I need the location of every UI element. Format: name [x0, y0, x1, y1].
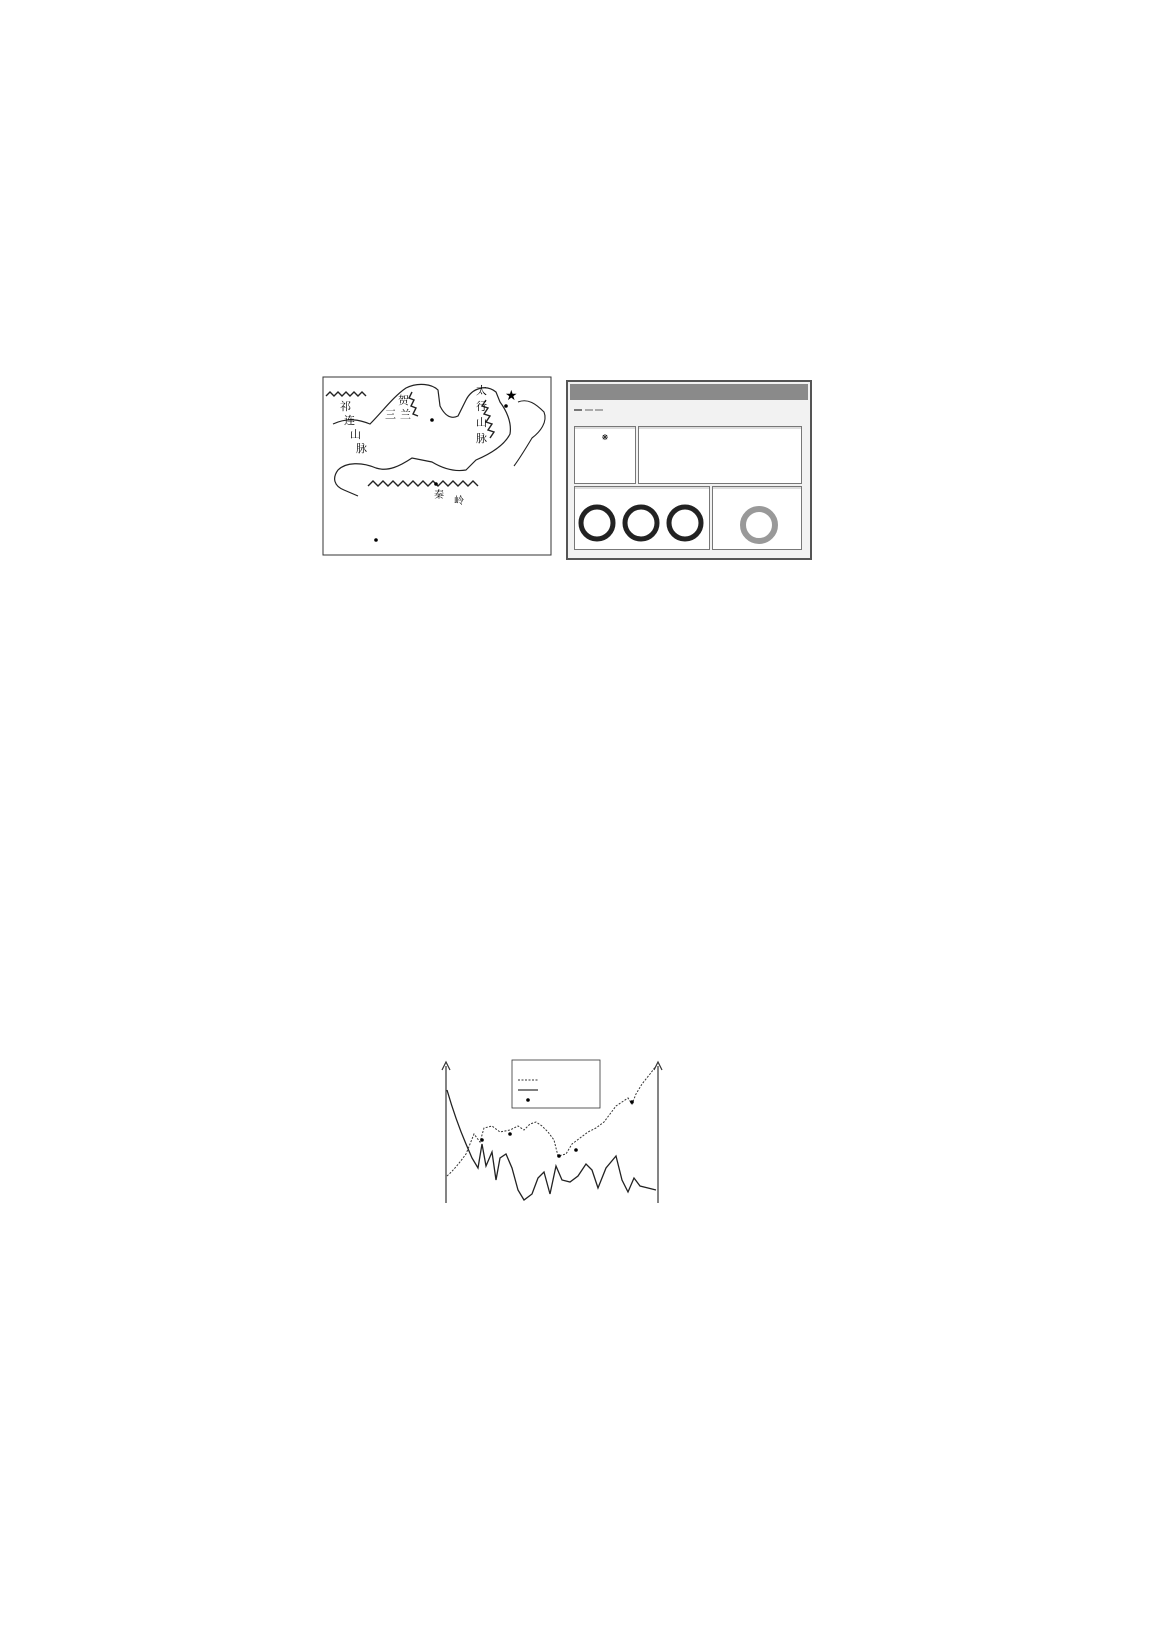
extinction-1	[480, 1138, 484, 1142]
figure2-chart	[420, 1058, 680, 1258]
gauge-o2	[625, 507, 657, 539]
gauge-n2-arc	[581, 507, 613, 539]
tab-dispatch[interactable]	[595, 409, 603, 411]
storage-title	[713, 487, 801, 489]
svg-text:连: 连	[344, 414, 355, 427]
figure1-map	[300, 362, 560, 582]
panel-title	[570, 384, 808, 400]
label-helan: 三	[385, 408, 396, 421]
legend-box	[512, 1060, 600, 1108]
gas-title	[575, 487, 709, 489]
svg-text:脉: 脉	[356, 442, 367, 455]
gauge-o2-arc	[625, 507, 657, 539]
storage-ring	[743, 509, 775, 541]
gas-detection	[574, 486, 710, 550]
label-qinling: 秦	[434, 490, 444, 501]
svg-text:贺: 贺	[398, 394, 409, 407]
flow-info	[638, 426, 802, 484]
gauge-co2	[669, 507, 701, 539]
extinction-4	[574, 1148, 578, 1152]
extinction-3	[557, 1154, 561, 1158]
gauge-co2-arc	[669, 507, 701, 539]
label-taihang: 太	[476, 384, 487, 397]
figure1-panel	[566, 380, 812, 560]
svg-text:山: 山	[476, 416, 487, 429]
svg-text:山: 山	[350, 428, 361, 441]
tab-emergency[interactable]	[585, 409, 593, 411]
svg-text:脉: 脉	[476, 432, 487, 445]
point-3-dot	[434, 482, 438, 486]
gas-gauges	[575, 501, 709, 547]
grain-card-title	[575, 427, 635, 429]
storage-donut	[713, 501, 801, 547]
extinction-2	[508, 1132, 512, 1136]
storage-stats	[712, 486, 802, 550]
flow-title	[639, 427, 801, 429]
extinction-5	[630, 1100, 634, 1104]
point-1-dot	[504, 404, 508, 408]
fan-icon: ❋	[601, 433, 609, 442]
svg-text:行: 行	[476, 400, 487, 413]
svg-text:岭: 岭	[454, 496, 464, 507]
beijing-star-icon: ★	[505, 388, 518, 404]
svg-text:兰: 兰	[400, 408, 411, 421]
legend-extinction-dot	[526, 1098, 530, 1102]
point-4-dot	[374, 538, 378, 542]
point-2-dot	[430, 418, 434, 422]
tab-grain-info[interactable]	[574, 409, 582, 411]
gauge-n2	[581, 507, 613, 539]
label-qilian: 祁	[340, 400, 351, 413]
grain-card	[574, 426, 636, 484]
